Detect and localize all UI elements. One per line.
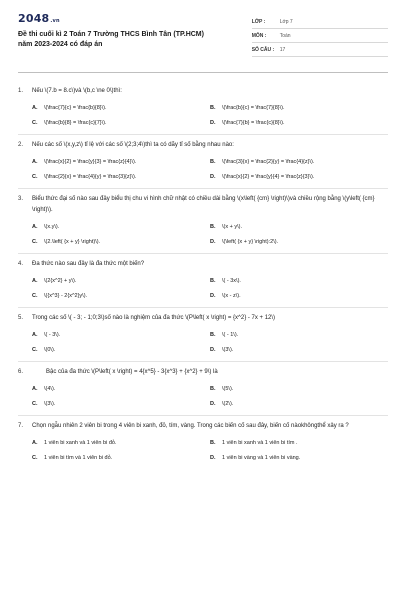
question-text: Nếu \(7.b = 8.c\)và \(b,c \ne 0\)thì: xyxy=(32,88,122,94)
option-letter: C. xyxy=(32,239,38,245)
option-letter: D. xyxy=(210,455,216,461)
option-a[interactable] xyxy=(32,385,210,394)
answer-options xyxy=(18,331,388,355)
site-logo[interactable] xyxy=(18,12,252,25)
option-text: \(x - z\). xyxy=(222,293,241,299)
option-a[interactable] xyxy=(32,331,210,340)
option-b[interactable] xyxy=(210,331,388,340)
option-letter: C. xyxy=(32,120,38,126)
meta-count-label: SỐ CÂU : xyxy=(251,46,275,53)
option-text: \(\frac{3}{x} = \frac{2}{y} = \frac{4}{z}\). xyxy=(222,159,315,165)
question-list xyxy=(18,73,388,469)
option-a[interactable] xyxy=(32,277,210,286)
option-c[interactable] xyxy=(32,346,210,355)
question-text: Biểu thức đại số nào sau đây biểu thị chu vi hình chữ nhật có chiều dài bằng \(x\left( {cm} \right)\)và chiều rộng bằng \(y\left( {cm} \right)\). xyxy=(32,196,375,213)
page-header xyxy=(18,0,388,64)
meta-subject-row xyxy=(252,29,388,43)
option-text: \(3\). xyxy=(222,347,234,353)
logo-main-text: 2048 xyxy=(18,12,50,25)
option-letter: C. xyxy=(32,347,38,353)
option-letter: B. xyxy=(210,332,216,338)
question-number: 7. xyxy=(18,423,24,429)
option-text: \(4\). xyxy=(44,386,56,392)
option-c[interactable] xyxy=(32,454,210,463)
option-c[interactable] xyxy=(32,173,210,182)
option-text: \(0\). xyxy=(44,347,56,353)
exam-title-line-2: năm 2023-2024 có đáp án xyxy=(18,41,103,48)
question-text: Đa thức nào sau đây là đa thức một biến? xyxy=(32,261,145,267)
option-text: \(\left( {x + y} \right):2\). xyxy=(222,239,279,245)
option-letter: B. xyxy=(210,224,216,230)
question-number: 4. xyxy=(18,261,24,267)
option-text: \(\frac{2}{x} = \frac{4}{y} = \frac{3}{z}\). xyxy=(44,174,137,180)
meta-class-label: LỚP : xyxy=(251,18,266,25)
question-3 xyxy=(18,189,388,254)
option-letter: D. xyxy=(210,401,216,407)
option-text: 1 viên bi vàng và 1 viên bi vàng. xyxy=(222,455,301,461)
question-number: 6. xyxy=(18,369,24,375)
question-4 xyxy=(18,254,388,308)
option-letter: C. xyxy=(32,293,38,299)
option-text: \(x.y\). xyxy=(44,224,60,230)
option-text: \(x + y\). xyxy=(222,224,243,230)
option-letter: C. xyxy=(32,401,38,407)
question-text: Bậc của đa thức \(P\left( x \right) = 4{x^5} - 3{x^3} + {x^2} + 9\) là xyxy=(46,369,218,375)
option-text: \(3\). xyxy=(44,401,56,407)
option-letter: A. xyxy=(32,440,38,446)
option-text: \(\frac{x}{2} = \frac{y}{4} = \frac{z}{3}\). xyxy=(222,174,315,180)
option-letter: A. xyxy=(32,159,38,165)
option-letter: B. xyxy=(210,159,216,165)
option-c[interactable] xyxy=(32,400,210,409)
question-5 xyxy=(18,308,388,362)
question-1 xyxy=(18,81,388,135)
question-7 xyxy=(18,416,388,469)
option-b[interactable] xyxy=(210,439,388,448)
option-a[interactable] xyxy=(32,158,210,167)
meta-class-value: Lớp 7 xyxy=(279,18,293,25)
option-letter: B. xyxy=(210,278,216,284)
meta-count-value: 17 xyxy=(279,46,286,53)
option-b[interactable] xyxy=(210,223,388,232)
meta-class-row xyxy=(252,15,388,29)
option-text: \(\frac{b}{8} = \frac{c}{7}\). xyxy=(44,120,107,126)
option-a[interactable] xyxy=(32,439,210,448)
meta-subject-label: MÔN : xyxy=(251,32,267,39)
option-text: \(5\). xyxy=(222,386,234,392)
meta-count-row xyxy=(252,43,388,57)
option-d[interactable] xyxy=(210,346,388,355)
option-letter: A. xyxy=(32,386,38,392)
option-c[interactable] xyxy=(32,119,210,128)
option-letter: D. xyxy=(210,174,216,180)
option-letter: C. xyxy=(32,174,38,180)
option-text: \(2{x^2} + y\). xyxy=(44,278,77,284)
question-text: Nếu các số \(x,y,z\) tỉ lệ với các số \(2;3;4\)thì ta có dãy tỉ số bằng nhau nào: xyxy=(32,142,234,148)
option-letter: A. xyxy=(32,105,38,111)
option-c[interactable] xyxy=(32,238,210,247)
option-text: \({x^3} - 2{x^2}y\). xyxy=(44,293,88,299)
exam-title xyxy=(18,30,252,50)
brand-block xyxy=(18,12,252,50)
answer-options xyxy=(18,439,388,463)
option-letter: C. xyxy=(32,455,38,461)
option-b[interactable] xyxy=(210,158,388,167)
option-letter: A. xyxy=(32,278,38,284)
answer-options xyxy=(18,104,388,128)
option-d[interactable] xyxy=(210,454,388,463)
question-number: 1. xyxy=(18,88,24,94)
exam-meta xyxy=(252,15,388,57)
option-text: \(2.\left( {x + y} \right)\). xyxy=(44,239,101,245)
option-letter: A. xyxy=(32,224,38,230)
option-letter: B. xyxy=(210,105,216,111)
option-text: \(\frac{7}{b} = \frac{c}{8}\). xyxy=(222,120,285,126)
option-text: \( - 3x\). xyxy=(222,278,241,284)
option-text: 1 viên bi tím và 1 viên bi đỏ. xyxy=(44,455,113,461)
answer-options xyxy=(18,158,388,182)
question-6 xyxy=(18,362,388,416)
option-d[interactable] xyxy=(210,119,388,128)
question-2 xyxy=(18,135,388,189)
option-d[interactable] xyxy=(210,292,388,301)
option-d[interactable] xyxy=(210,173,388,182)
option-text: \(\frac{x}{2} = \frac{y}{3} = \frac{z}{4}\). xyxy=(44,159,137,165)
option-letter: D. xyxy=(210,347,216,353)
answer-options xyxy=(18,385,388,409)
question-text: Trong các số \( - 3; - 1;0;3\)số nào là nghiệm của đa thức \(P\left( x \right) = {x^2} - 7x + 12\) xyxy=(32,315,276,321)
option-letter: B. xyxy=(210,386,216,392)
answer-options xyxy=(18,223,388,247)
option-text: 1 viên bi xanh và 1 viên bi đỏ. xyxy=(44,440,117,446)
option-a[interactable] xyxy=(32,104,210,113)
exam-title-line-1: Đề thi cuối kì 2 Toán 7 Trường THCS Bình Tân (TP.HCM) xyxy=(18,31,204,38)
option-text: \(2\). xyxy=(222,401,234,407)
question-text: Chọn ngẫu nhiên 2 viên bi trong 4 viên bi xanh, đỏ, tím, vàng. Trong các biến cố sau đây, biến cố nàokhôngthể xảy ra ? xyxy=(32,423,349,429)
option-letter: B. xyxy=(210,440,216,446)
option-letter: D. xyxy=(210,120,216,126)
answer-options xyxy=(18,277,388,301)
option-text: \( - 1\). xyxy=(222,332,239,338)
option-text: \(\frac{7}{c} = \frac{b}{8}\). xyxy=(44,105,107,111)
option-text: \( - 3\). xyxy=(44,332,61,338)
option-letter: D. xyxy=(210,293,216,299)
option-a[interactable] xyxy=(32,223,210,232)
question-number: 2. xyxy=(18,142,24,148)
option-b[interactable] xyxy=(210,385,388,394)
option-text: 1 viên bi xanh và 1 viên bi tím . xyxy=(222,440,298,446)
logo-suffix-text: .vn xyxy=(50,18,60,24)
question-number: 3. xyxy=(18,196,24,202)
option-d[interactable] xyxy=(210,400,388,409)
question-number: 5. xyxy=(18,315,24,321)
option-text: \(\frac{b}{c} = \frac{7}{8}\). xyxy=(222,105,285,111)
option-d[interactable] xyxy=(210,238,388,247)
option-letter: D. xyxy=(210,239,216,245)
option-b[interactable] xyxy=(210,104,388,113)
option-b[interactable] xyxy=(210,277,388,286)
option-letter: A. xyxy=(32,332,38,338)
meta-subject-value: Toán xyxy=(279,32,291,39)
option-c[interactable] xyxy=(32,292,210,301)
